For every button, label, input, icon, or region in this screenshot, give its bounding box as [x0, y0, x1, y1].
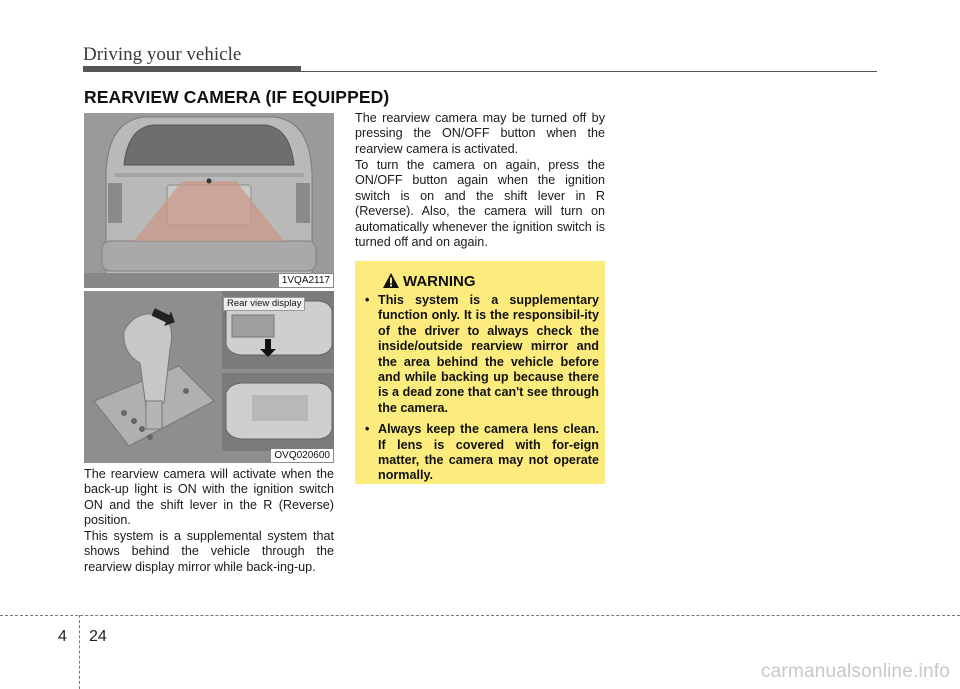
- footer-rule: [0, 615, 960, 616]
- paragraph-supplemental: This system is a supplemental system that shows behind the vehicle through the rearview display mirror while back-ing-up.: [84, 529, 334, 574]
- page-number: 24: [89, 628, 107, 645]
- warning-item: • This system is a supplementary function only. It is the responsibil-ity of the driver to always check the inside/outside rearview mirror and the area behind the vehicle before and while backing up because there is a dead zone that can't see through the camera.: [365, 293, 599, 416]
- header-accent-bar: [83, 66, 301, 72]
- figure-code: 1VQA2117: [279, 274, 333, 287]
- shift-lever-mirror-illustration: [84, 291, 334, 463]
- paragraph-turn-off: The rearview camera may be turned off by pressing the ON/OFF button when the rearview camera is activated.: [355, 111, 605, 156]
- header-rule: [301, 71, 877, 72]
- running-header: Driving your vehicle: [83, 44, 242, 65]
- paragraph-activation: The rearview camera will activate when the back-up light is ON with the ignition switch ON and the shift lever in the R (Reverse) position.: [84, 467, 334, 528]
- figure-code: OVQ020600: [271, 449, 333, 462]
- warning-box: [355, 261, 605, 484]
- vehicle-rear-illustration: [84, 113, 334, 288]
- watermark: carmanualsonline.info: [760, 661, 950, 682]
- chapter-number: 4: [58, 628, 67, 645]
- figure-rear-camera-view: [84, 113, 334, 288]
- section-title: REARVIEW CAMERA (IF EQUIPPED): [84, 87, 390, 107]
- rear-view-display-callout: Rear view display: [223, 297, 305, 311]
- paragraph-turn-on: To turn the camera on again, press the ON/OFF button again when the ignition switch is on and the shift lever in R (Reverse). Also, the camera will turn on automatically whenever the ignition switch is turned off and on again.: [355, 158, 605, 250]
- warning-list: [365, 293, 599, 490]
- warning-item: • Always keep the camera lens clean. If lens is covered with for-eign matter, the camera may not operate normally.: [365, 422, 599, 484]
- page-number-divider: [79, 615, 80, 689]
- warning-triangle-icon: [383, 273, 399, 288]
- figure-shift-lever-mirror: [84, 291, 334, 463]
- warning-title: WARNING: [403, 273, 476, 290]
